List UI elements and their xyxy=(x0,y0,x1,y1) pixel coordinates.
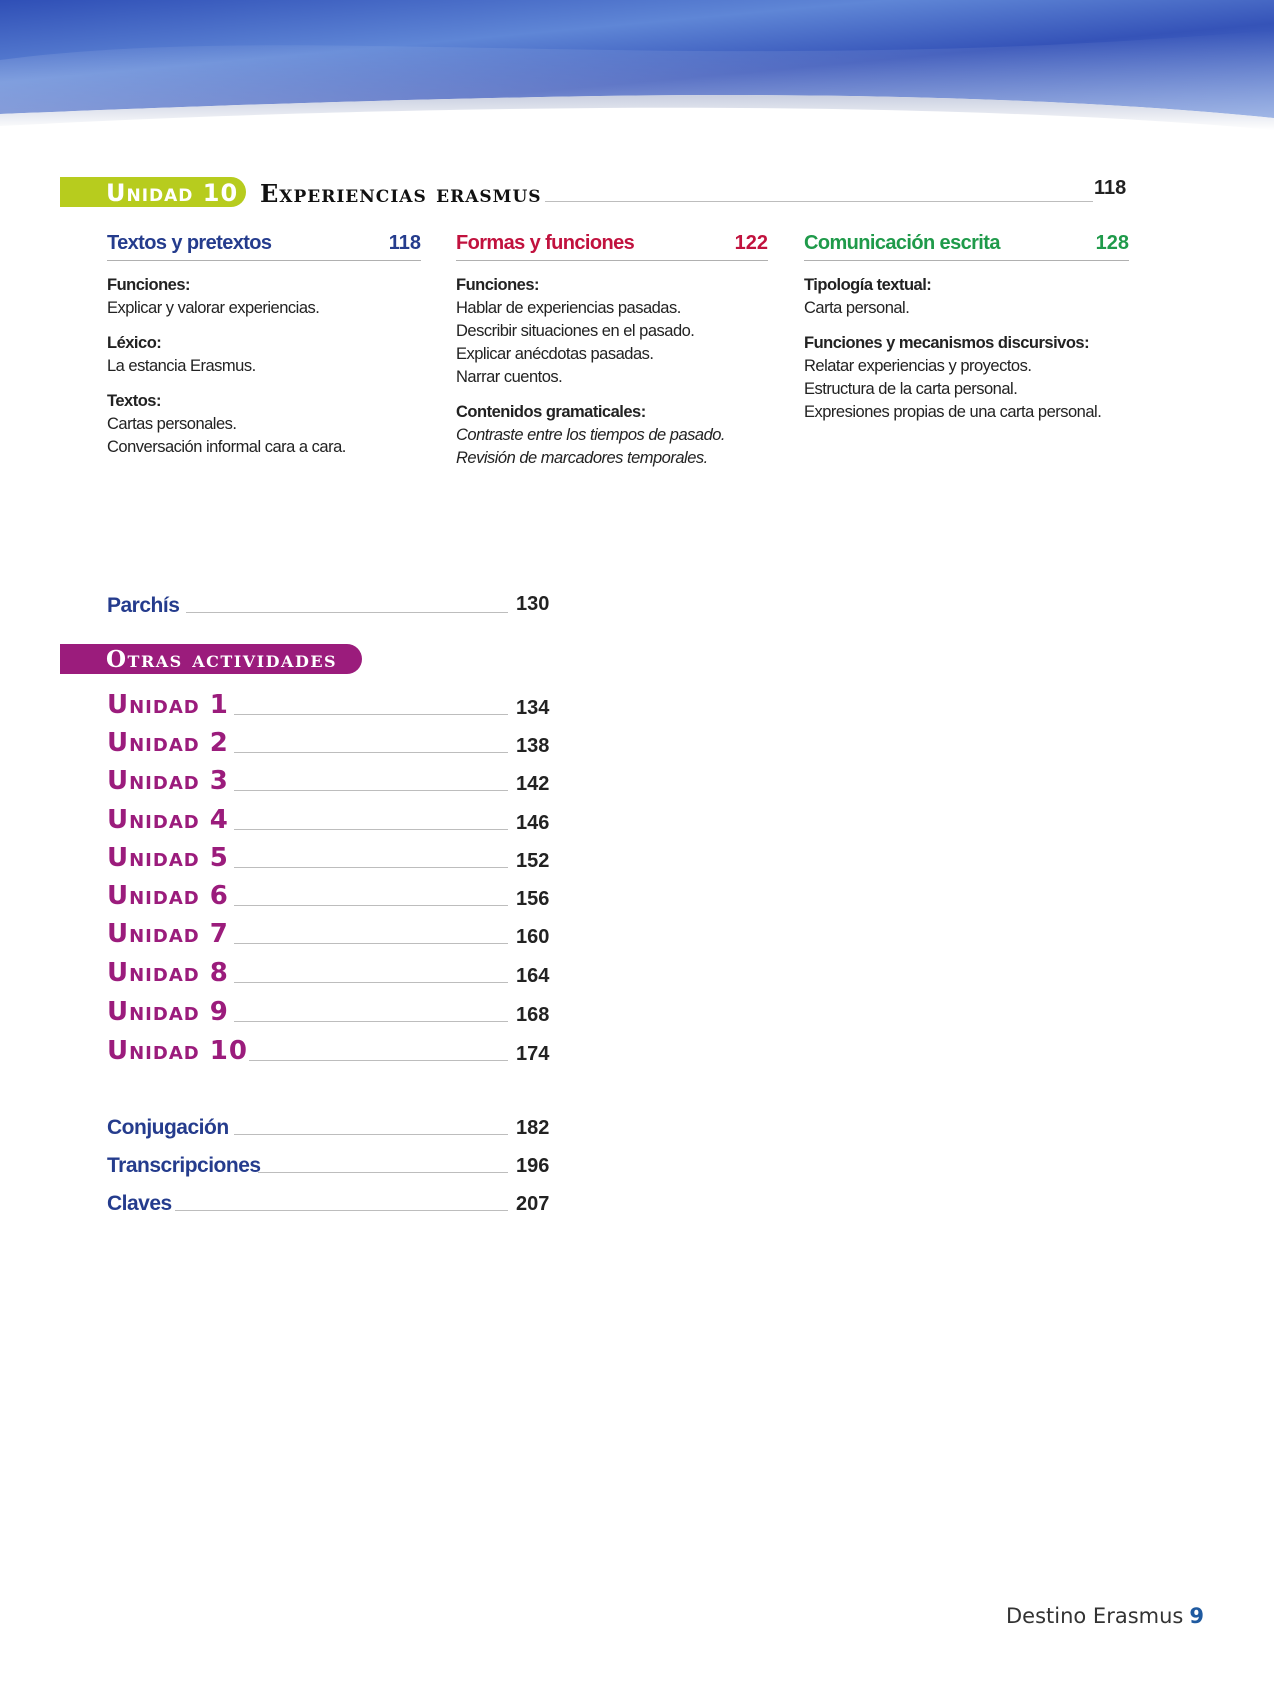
list-item: Cartas personales. xyxy=(107,415,237,433)
toc-title-claves: Claves xyxy=(107,1192,172,1215)
toc-page-parchis: 130 xyxy=(516,593,550,615)
unit-label-pill xyxy=(60,177,246,207)
otras-actividades-pill xyxy=(60,644,362,674)
list-item: Estructura de la carta personal. xyxy=(804,380,1018,398)
leader-line xyxy=(234,905,508,906)
unit-page-number: 118 xyxy=(1094,177,1127,199)
toc-page: 156 xyxy=(516,888,550,910)
leader-line xyxy=(258,1172,508,1173)
header-banner xyxy=(0,0,1274,150)
unit-label: Unidad 10 xyxy=(106,179,239,207)
list-item: Narrar cuentos. xyxy=(456,368,563,386)
section-label: Contenidos gramaticales: xyxy=(456,403,646,421)
section-label: Funciones: xyxy=(456,276,540,294)
leader-line xyxy=(234,1021,508,1022)
toc-page: 168 xyxy=(516,1004,550,1026)
toc-page: 164 xyxy=(516,965,550,987)
section-label: Funciones y mecanismos discursivos: xyxy=(804,334,1090,352)
leader-line xyxy=(234,982,508,983)
list-item: Conversación informal cara a cara. xyxy=(107,438,346,456)
toc-unit-7: Unidad 7 xyxy=(107,919,229,949)
section-label: Funciones: xyxy=(107,276,191,294)
toc-page: 160 xyxy=(516,926,550,948)
toc-unit-8: Unidad 8 xyxy=(107,958,229,988)
leader-line xyxy=(249,1060,508,1061)
toc-unit-1: Unidad 1 xyxy=(107,690,229,720)
list-item: Contraste entre los tiempos de pasado. xyxy=(456,426,726,444)
leader-line xyxy=(234,829,508,830)
column-header-textos xyxy=(107,230,421,261)
column-body-comunicacion xyxy=(804,274,1144,424)
toc-unit-5: Unidad 5 xyxy=(107,843,229,873)
list-item: Relatar experiencias y proyectos. xyxy=(804,357,1032,375)
toc-page: 207 xyxy=(516,1193,550,1215)
column-header-formas xyxy=(456,230,768,261)
toc-page: 196 xyxy=(516,1155,550,1177)
section-label: Tipología textual: xyxy=(804,276,932,294)
section-label: Textos: xyxy=(107,392,161,410)
column-header-comunicacion xyxy=(804,230,1129,261)
list-item: Carta personal. xyxy=(804,299,910,317)
toc-title-transcripciones: Transcripciones xyxy=(107,1154,261,1177)
toc-page: 146 xyxy=(516,812,550,834)
list-item: Revisión de marcadores temporales. xyxy=(456,449,708,467)
toc-unit-3: Unidad 3 xyxy=(107,766,229,796)
leader-line xyxy=(234,1134,508,1135)
toc-page: 174 xyxy=(516,1043,550,1065)
leader-line xyxy=(186,612,508,613)
list-item: Describir situaciones en el pasado. xyxy=(456,322,695,340)
toc-title-conjugacion: Conjugación xyxy=(107,1116,229,1139)
list-item: Expresiones propias de una carta personal. xyxy=(804,403,1102,421)
column-title: Textos y pretextos xyxy=(107,232,272,254)
toc-page: 152 xyxy=(516,850,550,872)
column-body-formas xyxy=(456,274,776,470)
leader-line xyxy=(234,752,508,753)
column-body-textos xyxy=(107,274,427,459)
list-item: Explicar anécdotas pasadas. xyxy=(456,345,654,363)
page-footer xyxy=(1006,1604,1204,1628)
toc-unit-10: Unidad 10 xyxy=(107,1036,248,1066)
footer-page-number: 9 xyxy=(1189,1604,1204,1628)
leader-line xyxy=(234,714,508,715)
unit-leader-line xyxy=(545,201,1093,202)
otras-actividades-title: Otras actividades xyxy=(106,646,338,673)
toc-unit-2: Unidad 2 xyxy=(107,728,229,758)
footer-book-title: Destino Erasmus xyxy=(1006,1604,1184,1628)
toc-unit-9: Unidad 9 xyxy=(107,997,229,1027)
column-page: 122 xyxy=(734,232,768,254)
unit-title: Experiencias erasmus xyxy=(260,179,542,208)
leader-line xyxy=(234,943,508,944)
leader-line xyxy=(175,1210,508,1211)
toc-unit-4: Unidad 4 xyxy=(107,805,229,835)
list-item: Hablar de experiencias pasadas. xyxy=(456,299,681,317)
list-item: Explicar y valorar experiencias. xyxy=(107,299,320,317)
leader-line xyxy=(234,790,508,791)
toc-unit-6: Unidad 6 xyxy=(107,881,229,911)
section-label: Léxico: xyxy=(107,334,162,352)
toc-page: 134 xyxy=(516,697,550,719)
column-page: 128 xyxy=(1095,232,1129,254)
toc-page: 182 xyxy=(516,1117,550,1139)
list-item: La estancia Erasmus. xyxy=(107,357,256,375)
column-title: Formas y funciones xyxy=(456,232,635,254)
toc-page: 138 xyxy=(516,735,550,757)
toc-page: 142 xyxy=(516,773,550,795)
column-title: Comunicación escrita xyxy=(804,232,1000,254)
column-page: 118 xyxy=(388,232,421,254)
toc-title-parchis: Parchís xyxy=(107,594,180,617)
leader-line xyxy=(234,867,508,868)
